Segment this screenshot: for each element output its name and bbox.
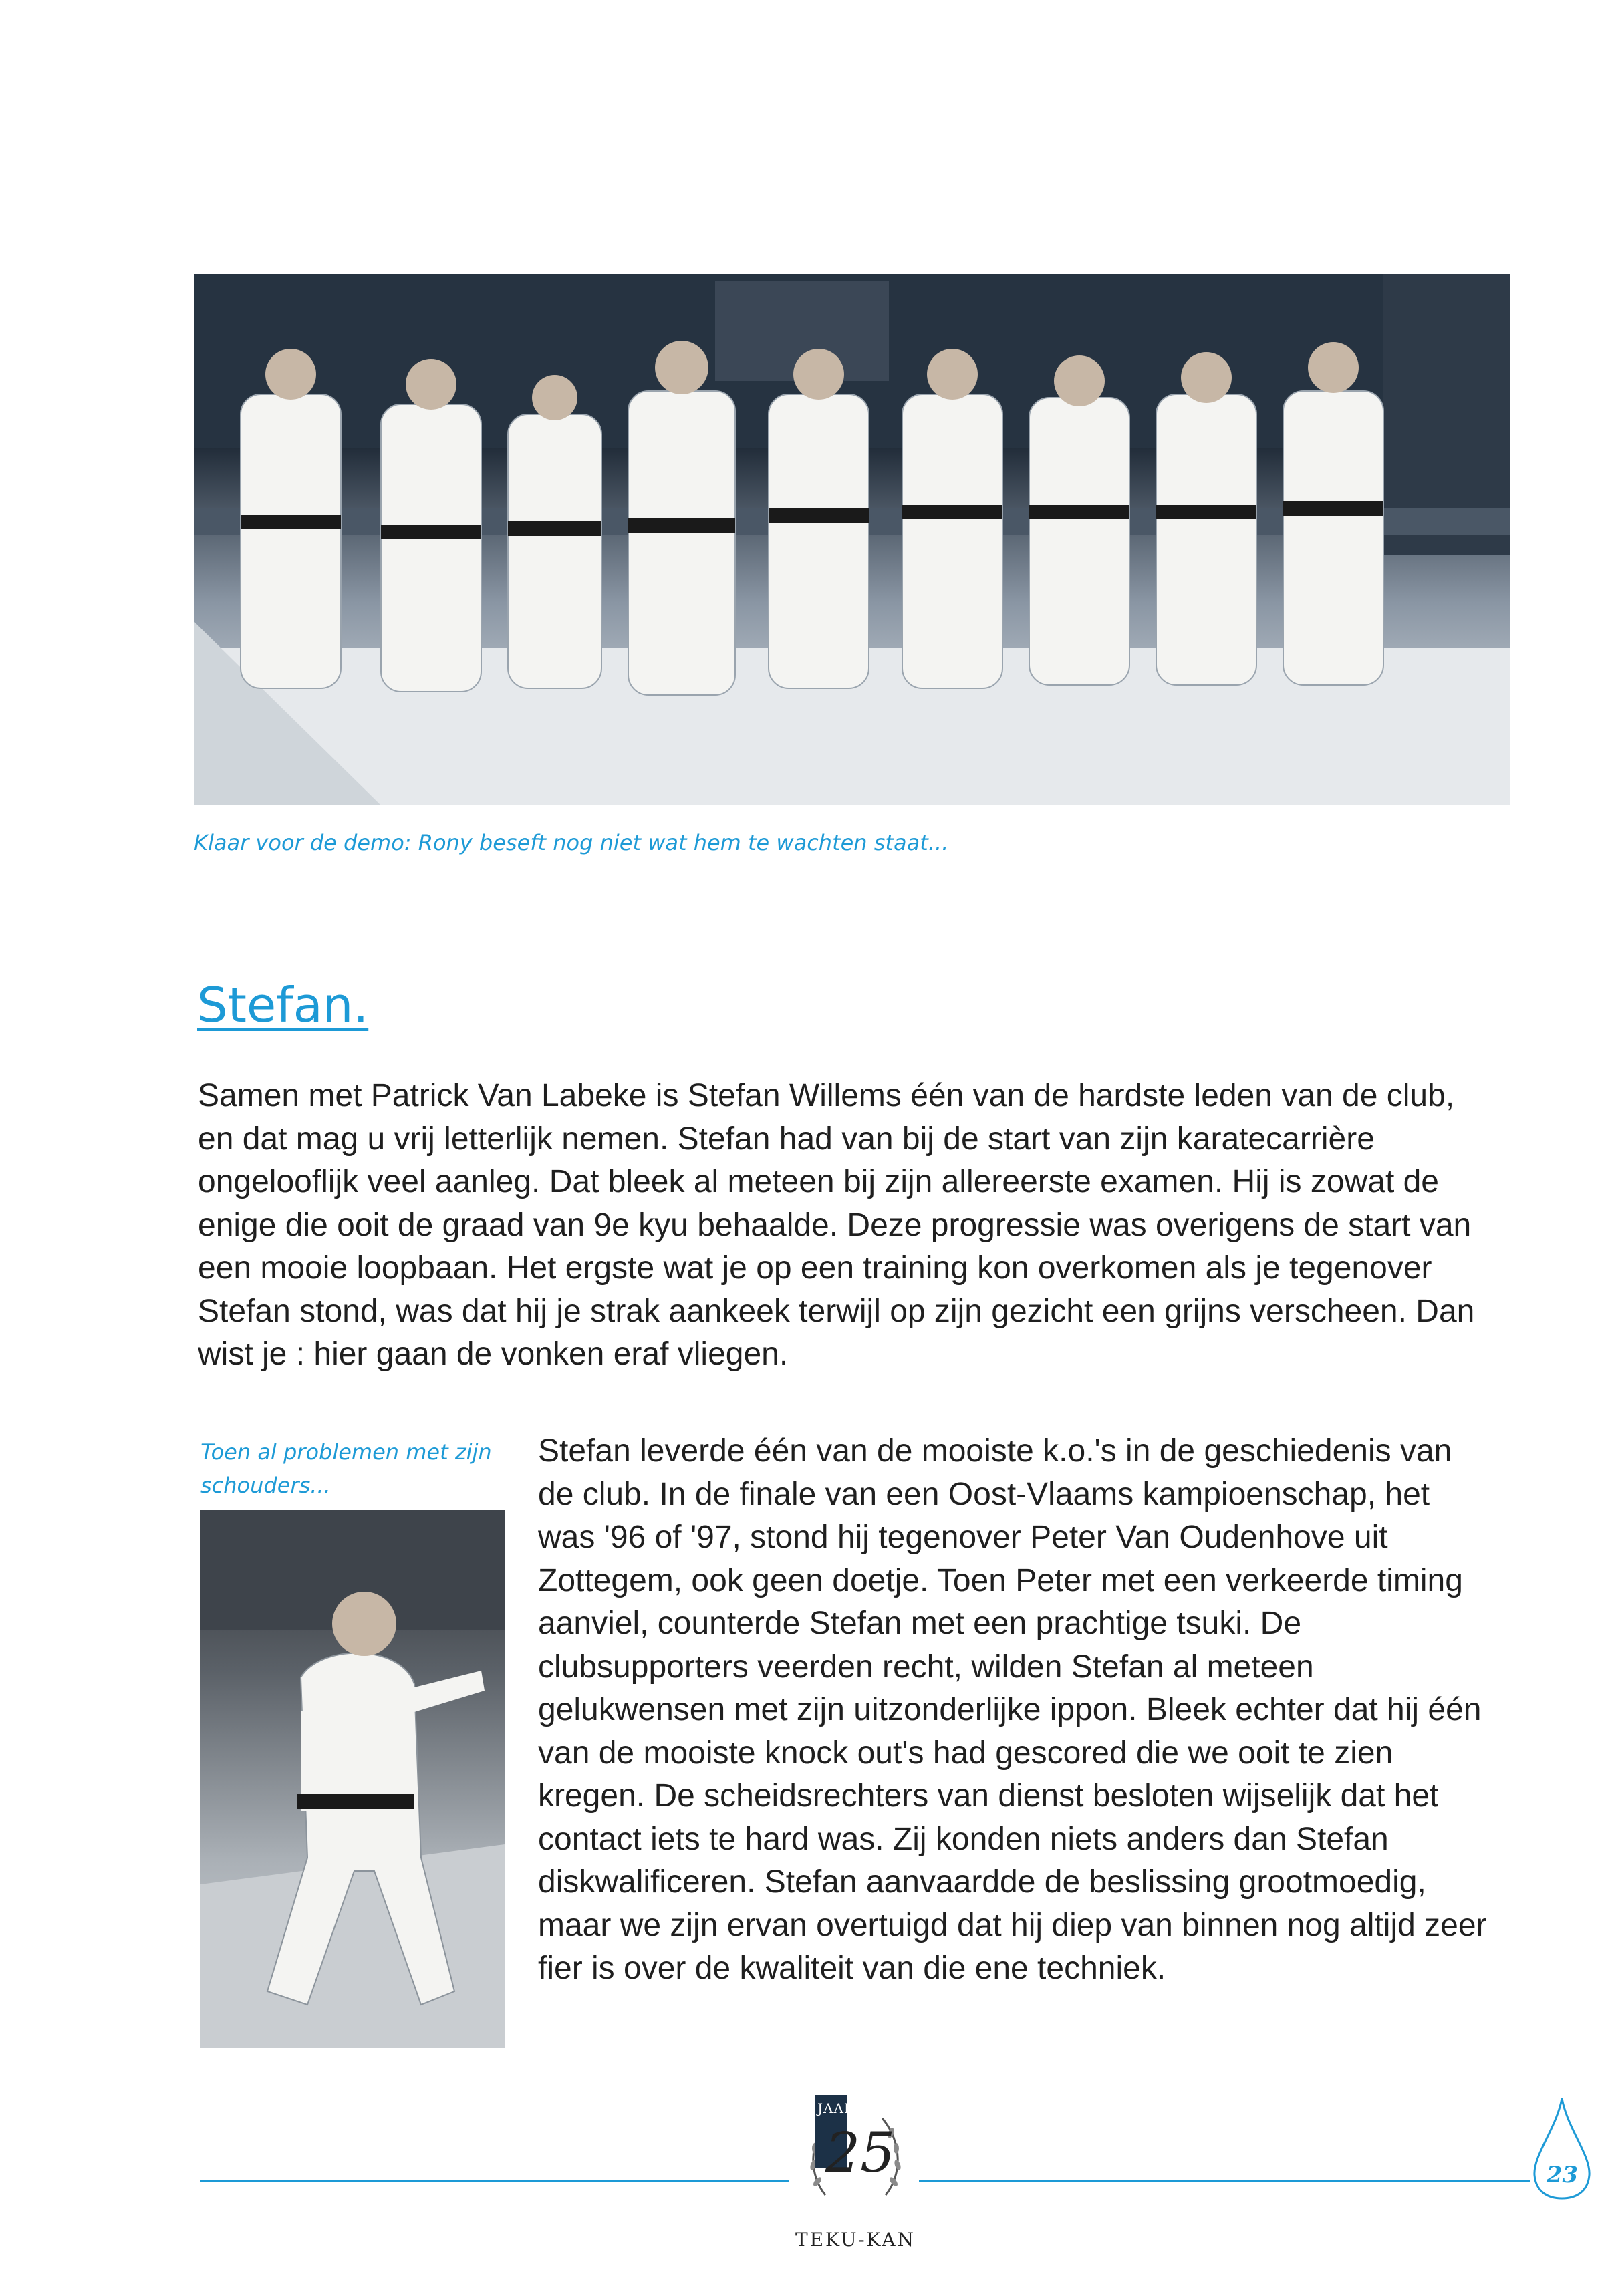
- footer-rule-right: [919, 2180, 1530, 2182]
- logo-name: TEKU-KAN: [795, 2229, 916, 2251]
- side-photo-caption: Toen al problemen met zijn schouders...: [200, 1439, 492, 1498]
- story-paragraph: Stefan leverde één van de mooiste k.o.'s in de geschiedenis van de club. In de finale van een Oost-Vlaams kampioenschap, het was '96 of '97, stond hij tegenover Peter Van Oudenhove uit Zottegem, ook geen doetje. Toen Peter met een verkeerde timing aanviel, counterde Stefan met een prachtige tsuki. De clubsupporters veerden recht, wilden Stefan al meteen gelukwensen met zijn uitzonderlijke ippon. Bleek echter dat hij één van de mooiste knock out's had gescored die we ooit te zien kregen. De scheidsrechters van dienst besloten wijselijk dat het contact iets te hard was. Zij konden niets anders dan Stefan diskwalificeren. Stefan aanvaardde de beslissing grootmoedig, maar we zijn ervan overtuigd dat hij diep van binnen nog altijd zeer fier is over de kwaliteit van die ene techniek.: [538, 1433, 1487, 1986]
- section-heading: Stefan.: [197, 977, 369, 1033]
- group-photo-illustration: [194, 274, 1510, 805]
- footer-rule-left: [200, 2180, 789, 2182]
- group-photo: [194, 274, 1510, 805]
- kata-photo-illustration: [200, 1510, 505, 2048]
- anniversary-logo: [795, 2095, 916, 2255]
- kata-photo: [200, 1510, 505, 2048]
- group-photo-caption: Klaar voor de demo: Rony beseft nog niet wat hem te wachten staat...: [194, 830, 949, 855]
- intro-paragraph: Samen met Patrick Van Labeke is Stefan Willems één van de hardste leden van de club, en dat mag u vrij letterlijk nemen. Stefan had van bij de start van zijn karatecarrière ongelooflijk veel aanleg. Dat bleek al meteen bij zijn allereerste examen. Hij is zowat de enige die ooit de graad van 9e kyu behaalde. Deze progressie was overigens de start van een mooie loopbaan. Het ergste wat je op een training kon overkomen als je tegenover Stefan stond, was dat hij je strak aankeek terwijl op zijn gezicht een grijns verscheen. Dan wist je : hier gaan de vonken eraf vliegen.: [198, 1078, 1475, 1372]
- page-number-badge: [1530, 2095, 1594, 2202]
- logo-number: 25: [825, 2122, 896, 2185]
- page-number: 23: [1546, 2162, 1579, 2188]
- logo-jaar: JAAR: [817, 2100, 855, 2116]
